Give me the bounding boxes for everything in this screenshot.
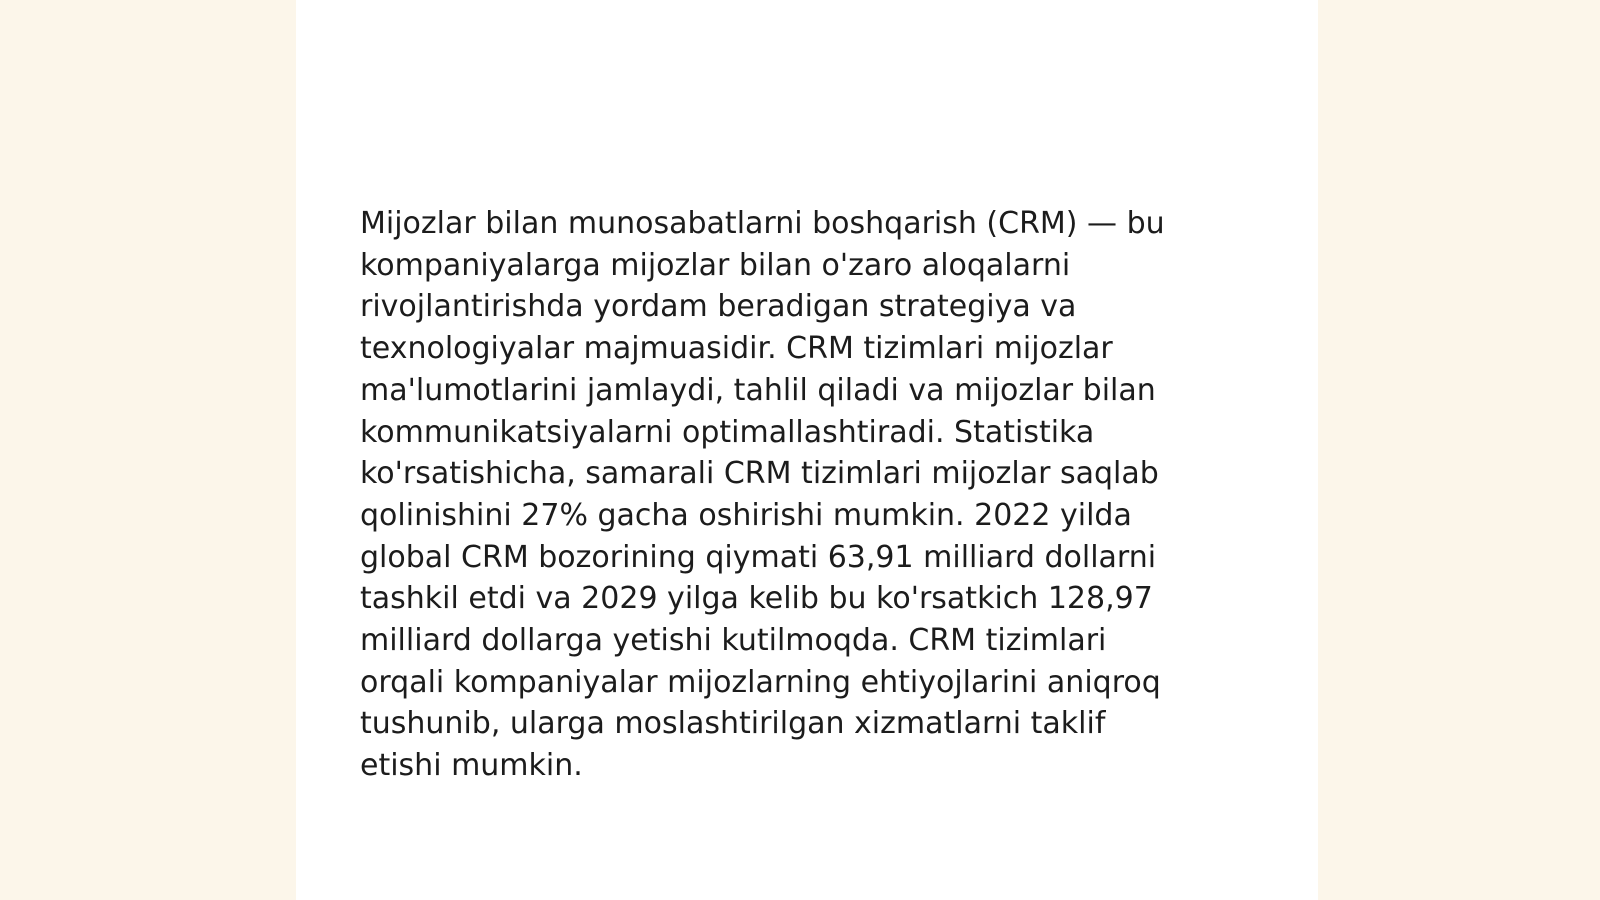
paragraph-line: ko'rsatishicha, samarali CRM tizimlari mijozlar saqlab <box>360 456 1159 492</box>
paragraph-line: texnologiyalar majmuasidir. CRM tizimlari mijozlar <box>360 331 1113 367</box>
paragraph-line: etishi mumkin. <box>360 748 583 784</box>
paragraph-line: tushunib, ularga moslashtirilgan xizmatlarni taklif <box>360 706 1106 742</box>
paragraph-line: global CRM bozorining qiymati 63,91 milliard dollarni <box>360 539 1157 575</box>
slide-page <box>296 0 1318 900</box>
paragraph-line: kommunikatsiyalarni optimallashtiradi. Statistika <box>360 414 1095 450</box>
paragraph-line: qolinishini 27% gacha oshirishi mumkin. 2022 yilda <box>360 497 1132 533</box>
slide-paragraph <box>360 203 1260 787</box>
paragraph-line: ma'lumotlarini jamlaydi, tahlil qiladi va mijozlar bilan <box>360 372 1156 408</box>
paragraph-line: tashkil etdi va 2029 yilga kelib bu ko'rsatkich 128,97 <box>360 581 1153 617</box>
paragraph-line: milliard dollarga yetishi kutilmoqda. CRM tizimlari <box>360 623 1107 659</box>
paragraph-line: rivojlantirishda yordam beradigan strategiya va <box>360 289 1077 325</box>
paragraph-line: orqali kompaniyalar mijozlarning ehtiyojlarini aniqroq <box>360 664 1161 700</box>
paragraph-line: Mijozlar bilan munosabatlarni boshqarish (CRM) — bu <box>360 206 1165 241</box>
paragraph-line: kompaniyalarga mijozlar bilan o'zaro aloqalarni <box>360 247 1071 283</box>
